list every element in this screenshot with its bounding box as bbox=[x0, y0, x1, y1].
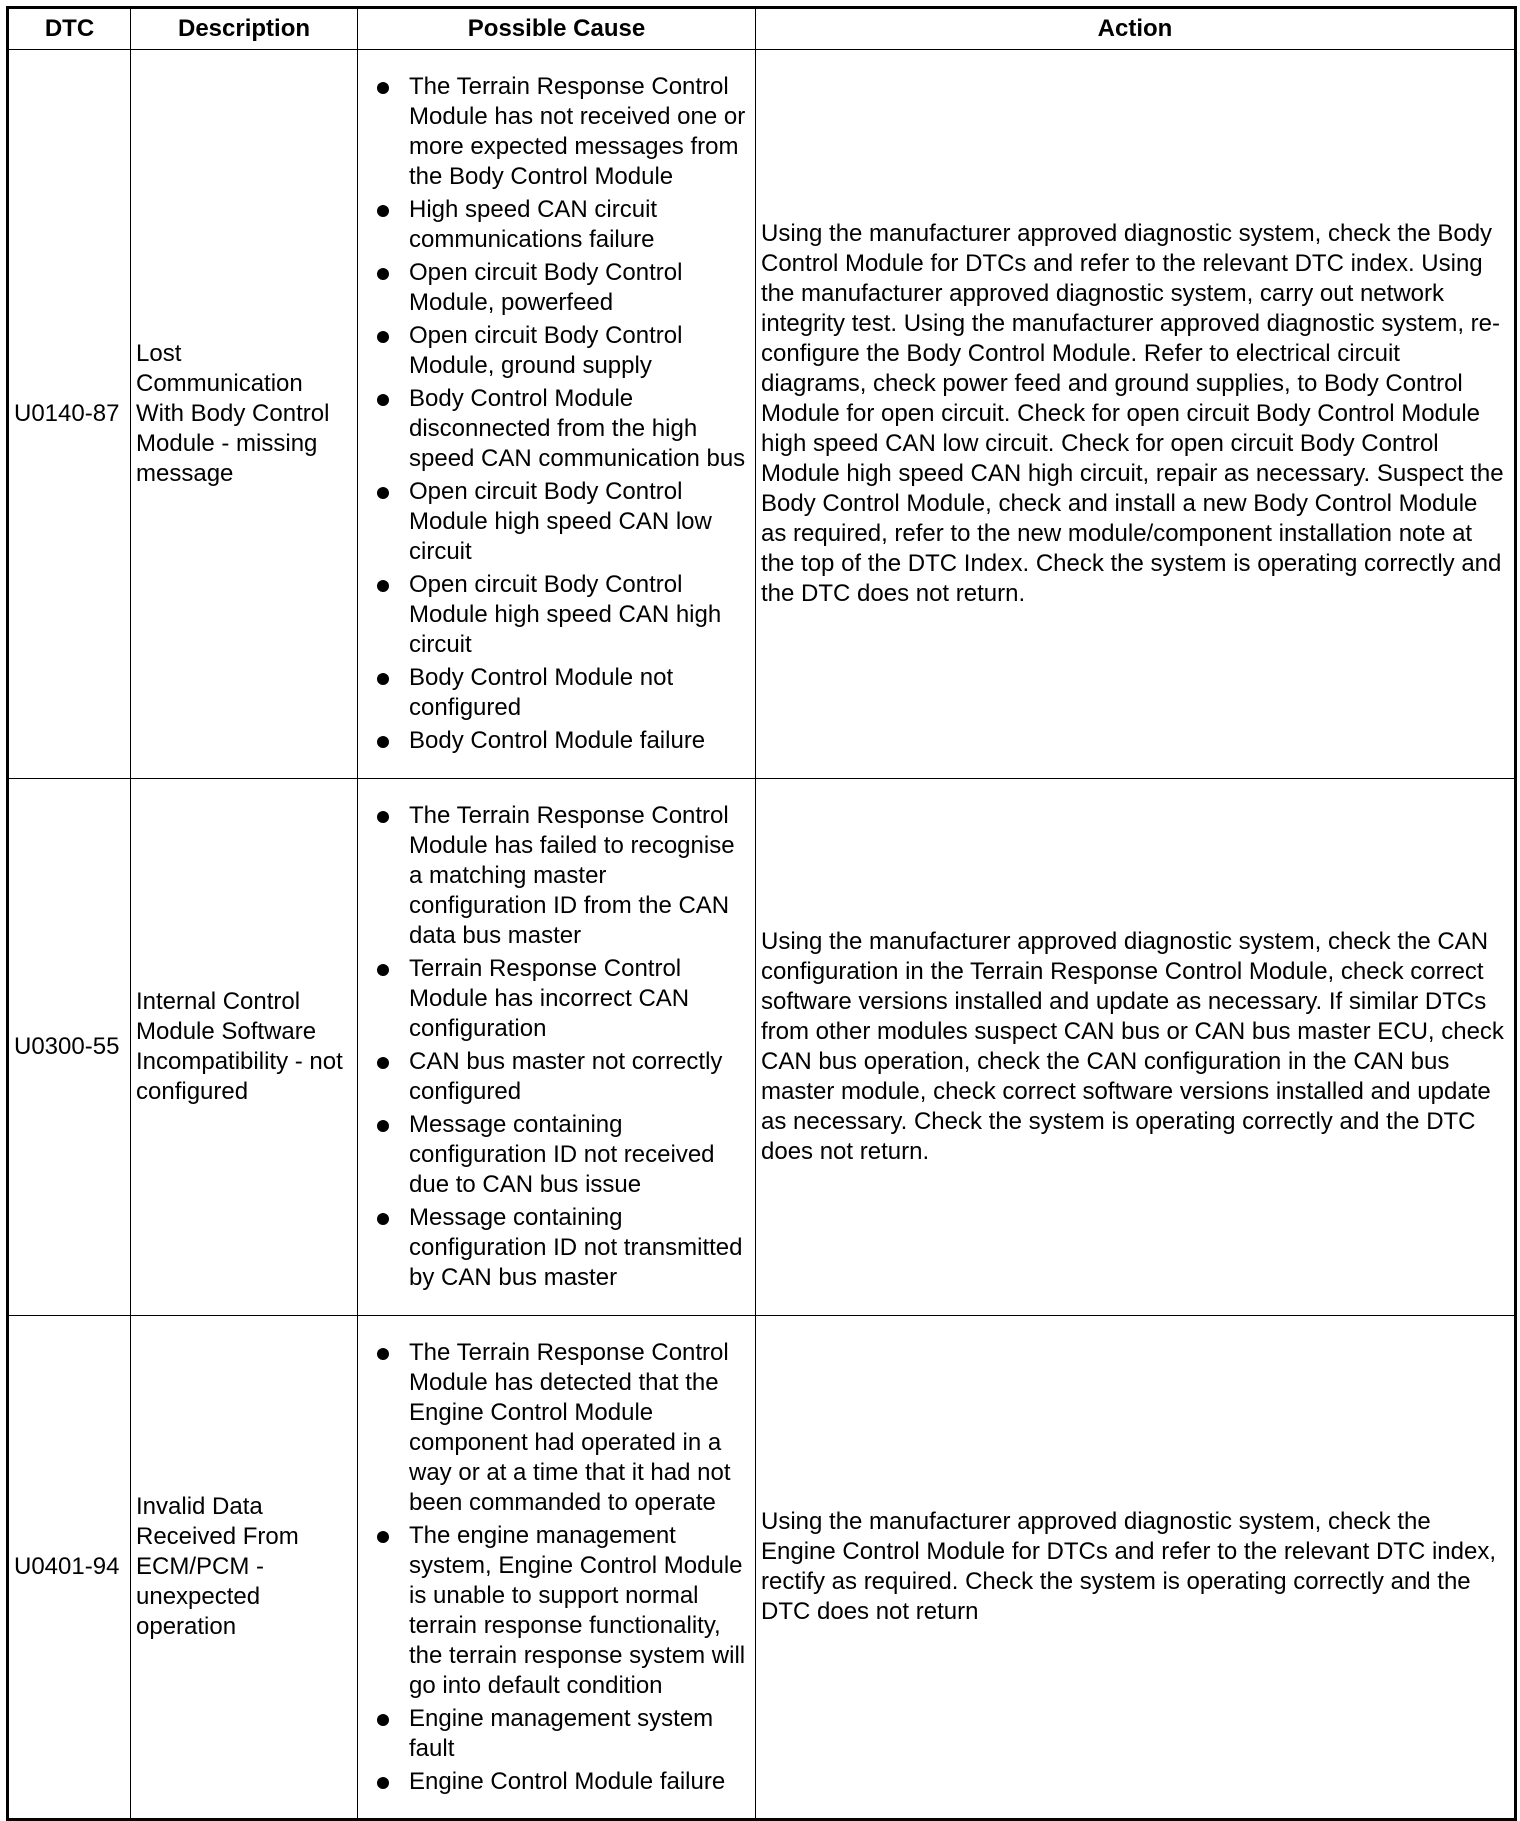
bullet-icon bbox=[377, 268, 389, 280]
possible-cause-cell bbox=[358, 779, 756, 1316]
cause-text: The Terrain Response Control Module has not received one or more expected messages from the Body Control Module bbox=[409, 73, 746, 190]
header-dtc: DTC bbox=[8, 8, 131, 50]
cause-item bbox=[363, 801, 750, 951]
action-text: Using the manufacturer approved diagnostic system, check the Engine Control Module for DTCs and refer to the relevant DTC index, rectify as required. Check the system is operating correctly and the DTC does not return bbox=[756, 1316, 1516, 1820]
possible-cause-cell bbox=[358, 1316, 756, 1820]
cause-text: Open circuit Body Control Module, ground supply bbox=[409, 322, 683, 379]
bullet-icon bbox=[377, 1348, 389, 1360]
cause-text: Open circuit Body Control Module high speed CAN high circuit bbox=[409, 571, 722, 658]
bullet-icon bbox=[377, 1120, 389, 1132]
bullet-icon bbox=[377, 1777, 389, 1789]
cause-item bbox=[363, 477, 750, 567]
dtc-document bbox=[6, 6, 1514, 1821]
cause-text: Message containing configuration ID not received due to CAN bus issue bbox=[409, 1111, 715, 1198]
bullet-icon bbox=[377, 394, 389, 406]
cause-text: Body Control Module disconnected from the high speed CAN communication bus bbox=[409, 385, 746, 472]
table-row bbox=[8, 50, 1516, 779]
cause-item bbox=[363, 1203, 750, 1293]
bullet-icon bbox=[377, 205, 389, 217]
bullet-icon bbox=[377, 580, 389, 592]
table-header-row bbox=[8, 8, 1516, 50]
possible-cause-cell bbox=[358, 50, 756, 779]
cause-text: Body Control Module failure bbox=[409, 727, 706, 754]
cause-item bbox=[363, 321, 750, 381]
cause-item bbox=[363, 663, 750, 723]
bullet-icon bbox=[377, 964, 389, 976]
dtc-code: U0300-55 bbox=[8, 779, 131, 1316]
bullet-icon bbox=[377, 1531, 389, 1543]
bullet-icon bbox=[377, 487, 389, 499]
action-text: Using the manufacturer approved diagnostic system, check the Body Control Module for DTCs and refer to the relevant DTC index. Using the manufacturer approved diagnostic system, carry out network integrity test. Using the manufacturer approved diagnostic system, re-configure the Body Control Module. Refer to electrical circuit diagrams, check power feed and ground supplies, to Body Control Module for open circuit. Check for open circuit Body Control Module high speed CAN low circuit. Check for open circuit Body Control Module high speed CAN high circuit, repair as necessary. Suspect the Body Control Module, check and install a new Body Control Module as required, refer to the new module/component installation note at the top of the DTC Index. Check the system is operating correctly and the DTC does not return. bbox=[756, 50, 1516, 779]
header-possible-cause: Possible Cause bbox=[358, 8, 756, 50]
cause-text: Terrain Response Control Module has incorrect CAN configuration bbox=[409, 955, 690, 1042]
cause-text: CAN bus master not correctly configured bbox=[409, 1048, 723, 1105]
table-row bbox=[8, 1316, 1516, 1820]
bullet-icon bbox=[377, 331, 389, 343]
bullet-icon bbox=[377, 673, 389, 685]
cause-item bbox=[363, 258, 750, 318]
cause-item bbox=[363, 384, 750, 474]
dtc-table bbox=[6, 6, 1517, 1821]
cause-list bbox=[363, 68, 750, 760]
cause-text: Open circuit Body Control Module high speed CAN low circuit bbox=[409, 478, 712, 565]
bullet-icon bbox=[377, 736, 389, 748]
bullet-icon bbox=[377, 82, 389, 94]
dtc-description: Lost Communication With Body Control Module - missing message bbox=[131, 50, 358, 779]
cause-text: Open circuit Body Control Module, powerfeed bbox=[409, 259, 683, 316]
cause-item bbox=[363, 1704, 750, 1764]
cause-text: The Terrain Response Control Module has detected that the Engine Control Module component had operated in a way or at a time that it had not been commanded to operate bbox=[409, 1338, 731, 1516]
cause-item bbox=[363, 1521, 750, 1701]
header-description: Description bbox=[131, 8, 358, 50]
cause-item bbox=[363, 72, 750, 192]
dtc-description: Invalid Data Received From ECM/PCM - unexpected operation bbox=[131, 1316, 358, 1820]
cause-text: Body Control Module not configured bbox=[409, 664, 674, 721]
cause-text: Message containing configuration ID not transmitted by CAN bus master bbox=[409, 1204, 743, 1291]
cause-item bbox=[363, 1767, 750, 1797]
action-text: Using the manufacturer approved diagnostic system, check the CAN configuration in the Terrain Response Control Module, check correct software versions installed and update as necessary. If similar DTCs from other modules suspect CAN bus or CAN bus master ECU, check CAN bus operation, check the CAN configuration in the CAN bus master module, check correct software versions installed and update as necessary. Check the system is operating correctly and the DTC does not return. bbox=[756, 779, 1516, 1316]
cause-list bbox=[363, 1334, 750, 1801]
header-action: Action bbox=[756, 8, 1516, 50]
bullet-icon bbox=[377, 1714, 389, 1726]
bullet-icon bbox=[377, 811, 389, 823]
cause-item bbox=[363, 726, 750, 756]
cause-list bbox=[363, 797, 750, 1297]
dtc-code: U0401-94 bbox=[8, 1316, 131, 1820]
cause-item bbox=[363, 954, 750, 1044]
bullet-icon bbox=[377, 1057, 389, 1069]
cause-text: Engine management system fault bbox=[409, 1704, 714, 1762]
cause-text: The Terrain Response Control Module has failed to recognise a matching master configuration ID from the CAN data bus master bbox=[409, 802, 735, 949]
cause-text: The engine management system, Engine Control Module is unable to support normal terrain response functionality, the terrain response system will go into default condition bbox=[409, 1521, 746, 1699]
cause-item bbox=[363, 1047, 750, 1107]
cause-text: High speed CAN circuit communications failure bbox=[409, 196, 658, 253]
table-row bbox=[8, 779, 1516, 1316]
cause-text: Engine Control Module failure bbox=[409, 1767, 726, 1795]
dtc-description: Internal Control Module Software Incompatibility - not configured bbox=[131, 779, 358, 1316]
cause-item bbox=[363, 195, 750, 255]
bullet-icon bbox=[377, 1213, 389, 1225]
cause-item bbox=[363, 1110, 750, 1200]
dtc-code: U0140-87 bbox=[8, 50, 131, 779]
cause-item bbox=[363, 570, 750, 660]
cause-item bbox=[363, 1338, 750, 1518]
